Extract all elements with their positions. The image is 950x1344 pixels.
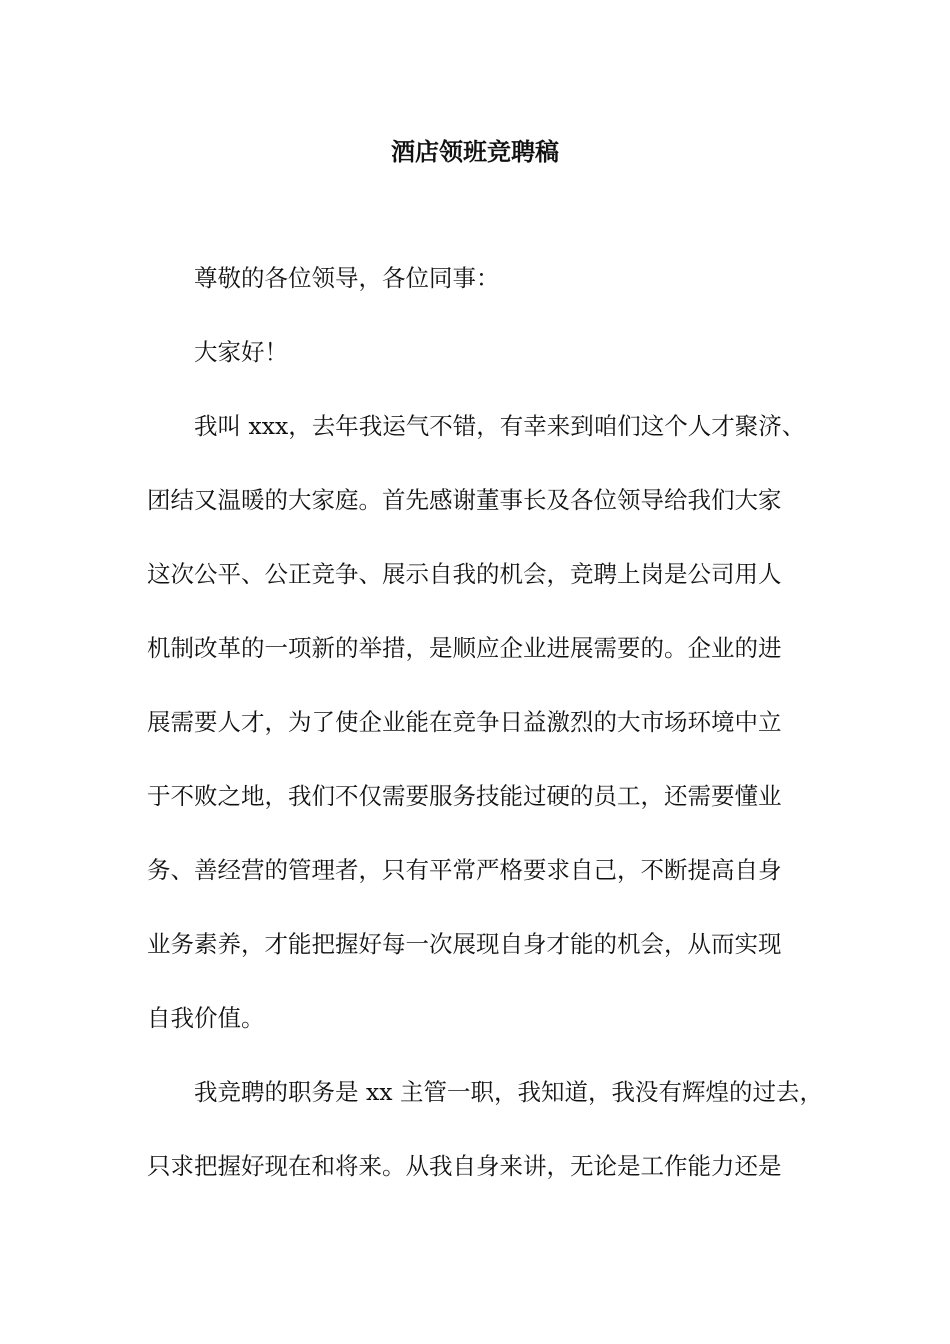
text-line-4: 团结又温暖的大家庭。首先感谢董事长及各位领导给我们大家 bbox=[147, 486, 782, 514]
document-title: 酒店领班竞聘稿 bbox=[391, 137, 559, 166]
text-line-11: 自我价值。 bbox=[147, 1004, 265, 1032]
text-line-6: 机制改革的一项新的举措，是顺应企业进展需要的。企业的进 bbox=[147, 634, 782, 662]
text-line-12: 我竞聘的职务是 xx 主管一职，我知道，我没有辉煌的过去， bbox=[194, 1078, 823, 1106]
text-line-2: 大家好！ bbox=[194, 338, 288, 366]
text-line-10: 业务素养，才能把握好每一次展现自身才能的机会，从而实现 bbox=[147, 930, 782, 958]
text-line-7: 展需要人才，为了使企业能在竞争日益激烈的大市场环境中立 bbox=[147, 708, 782, 736]
text-line-1: 尊敬的各位领导，各位同事： bbox=[194, 264, 500, 292]
text-line-13: 只求把握好现在和将来。从我自身来讲，无论是工作能力还是 bbox=[147, 1152, 782, 1180]
text-line-9: 务、善经营的管理者，只有平常严格要求自己，不断提高自身 bbox=[147, 856, 782, 884]
document-body bbox=[147, 258, 847, 1220]
text-line-3: 我叫 xxx，去年我运气不错，有幸来到咱们这个人才聚济、 bbox=[194, 412, 806, 440]
text-line-8: 于不败之地，我们不仅需要服务技能过硬的员工，还需要懂业 bbox=[147, 782, 782, 810]
text-line-5: 这次公平、公正竞争、展示自我的机会，竞聘上岗是公司用人 bbox=[147, 560, 782, 588]
